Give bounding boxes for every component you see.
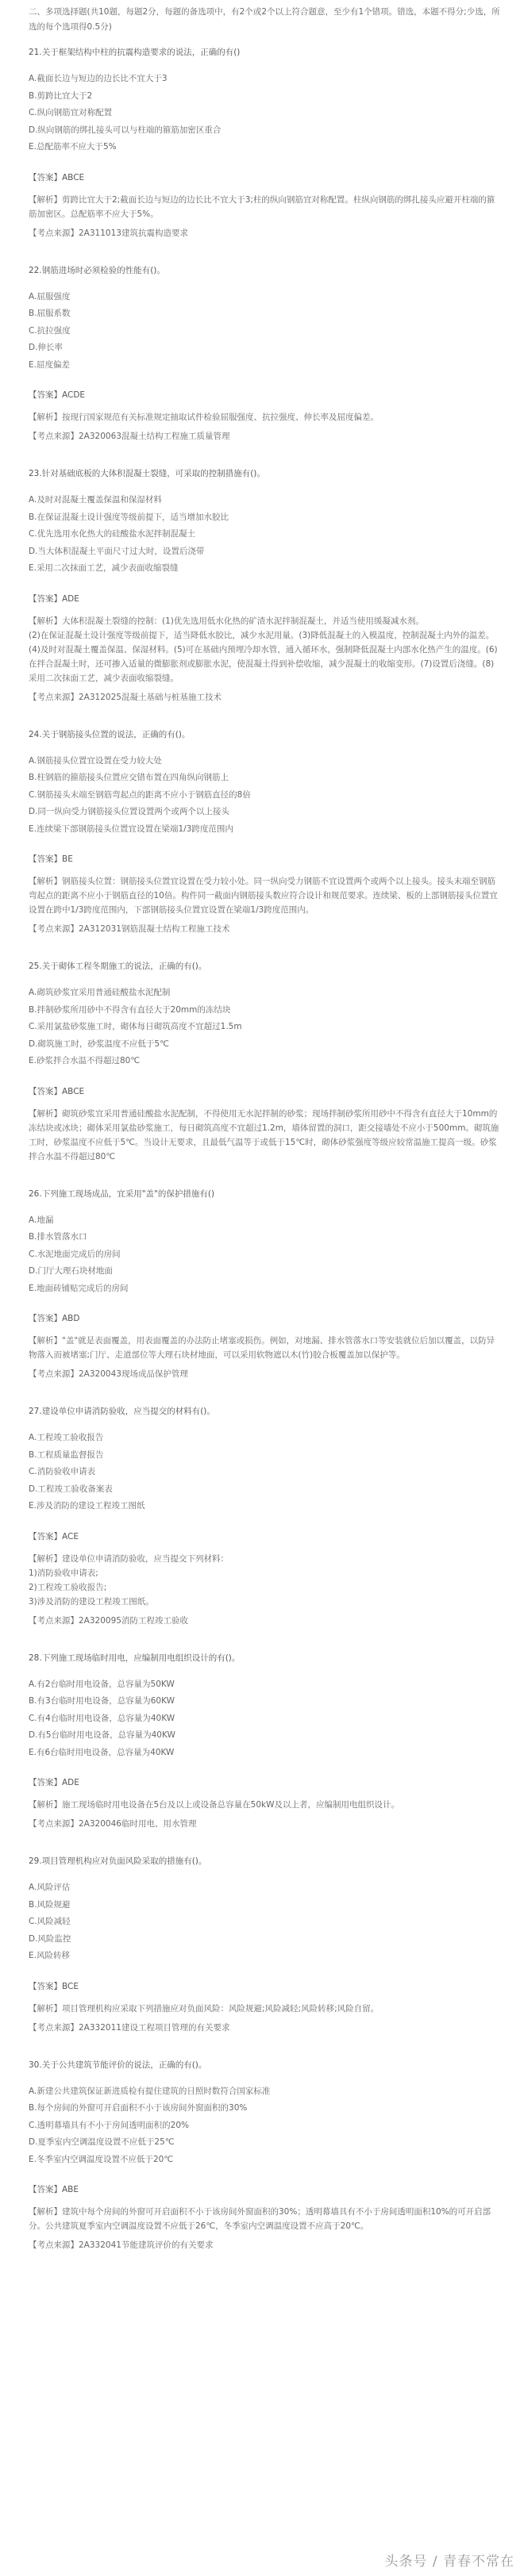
option-item: E.采用二次抹面工艺，减少表面收缩裂缝 (29, 563, 179, 573)
option-item: A.砌筑砂浆宜采用普通硅酸盐水泥配制 (29, 988, 171, 997)
option-item: E.涉及消防的建设工程竣工图纸 (29, 1501, 145, 1511)
option-list (29, 1212, 500, 1298)
question-title: 27.建设单位申请消防验收，应当提交的材料有()。 (29, 1407, 215, 1416)
question-block (29, 467, 500, 704)
option-item: A.钢筋接头位置宜设置在受力较大处 (29, 755, 162, 766)
option-item: E.地面砖铺贴完成后的房间 (29, 1283, 129, 1293)
option-item: B.风险规避 (29, 1899, 71, 1910)
analysis-paragraph: (2)在保证混凝土设计强度等级前提下，适当降低水胶比，减少水泥用量。(3)降低混凝土的入模温度，控制混凝土内外的温差。(4)及时对混凝土覆盖保温、保湿材料。(5)可在基础内预埋冷却水管，通入循环水，强制降低混凝土内部水化热产生的温度。(6)在拌合混凝土时，还可掺入适量的微膨胀剂或膨胀水泥，使混凝土得到补偿收缩，减少混凝土的收缩变形。(7)设置后浇缝。(8)采用二次抹面工艺，减少表面收缩裂缝。 (29, 630, 498, 683)
option-item: E.总配筋率不应大于5% (29, 142, 117, 152)
analysis-text (29, 614, 500, 685)
analysis-paragraph: 3)涉及消防的建设工程竣工图纸。 (29, 1596, 154, 1607)
option-list (29, 1879, 500, 1965)
analysis-paragraph: 【解析】施工现场临时用电设备在5台及以上或设备总容量在50kW及以上者，应编制用电组织设计。 (29, 1800, 400, 1810)
option-item: E.冬季室内空调温度设置不应低于20℃ (29, 2154, 174, 2164)
question-title: 23.针对基础底板的大体积混凝土裂缝，可采取的控制措施有()。 (29, 469, 265, 478)
option-item: D.纵向钢筋的绑扎接头可以与柱端的箍筋加密区重合 (29, 125, 222, 135)
option-list (29, 492, 500, 578)
question-block (29, 1652, 500, 1832)
option-item: C.纵向钢筋宜对称配置 (29, 108, 113, 117)
answer-line: 【答案】ABCE (29, 1086, 85, 1096)
answer-line: 【答案】ADE (29, 593, 79, 604)
analysis-paragraph: 【解析】项目管理机构应采取下列措施应对负面风险：风险规避;风险减轻;风险转移;风险自留。 (29, 2003, 380, 2014)
question-title: 29.项目管理机构应对负面风险采取的措施有()。 (29, 1856, 207, 1866)
option-item: D.门厅大理石块材地面 (29, 1266, 113, 1276)
option-item: C.水泥地面完成后的房间 (29, 1249, 121, 1259)
option-item: C.采用氯盐砂浆施工时，砌体每日砌筑高度不宜超过1.5m (29, 1022, 242, 1031)
analysis-text (29, 193, 500, 221)
analysis-paragraph: 【解析】按现行国家规范有关标准规定抽取试件检验屈服强度、抗拉强度、伸长率及屈度偏差。 (29, 413, 379, 422)
analysis-paragraph: 【解析】大体积混凝土裂缝的控制：(1)优先选用低水化热的矿渣水泥拌制混凝土，并适当使用缓凝减水剂。 (29, 616, 424, 626)
option-item: A.风险评估 (29, 1883, 71, 1892)
analysis-paragraph: 【解析】建筑中每个房间的外窗可开启面积不小于该房间外窗面积的30%；透明幕墙具有不小于房间透明面积10%的可开启部分。公共建筑夏季室内空调温度设置不应低于26℃，冬季室内空调温度设置不应高于20℃。 (29, 2207, 491, 2231)
option-item: A.屈服强度 (29, 291, 71, 301)
option-item: C.钢筋接头末端至钢筋弯起点的距离不应小于钢筋直径的8倍 (29, 789, 251, 800)
answer-line: 【答案】ACE (29, 1531, 79, 1541)
question-title: 26.下列施工现场成品，宜采用"盖"的保护措施有() (29, 1188, 215, 1199)
analysis-text (29, 410, 500, 424)
answer-line: 【答案】ABE (29, 2185, 79, 2194)
option-item: C.透明幕墙具有不小于房间透明面积的20% (29, 2120, 190, 2130)
option-item: E.有6台临时用电设备，总容量为40KW (29, 1747, 175, 1757)
analysis-text (29, 1552, 500, 1609)
question-list (29, 46, 500, 2252)
watermark-text: 头条号 / 青春不常在 (384, 2554, 514, 2570)
option-item: C.抗拉强度 (29, 325, 71, 336)
answer-line: 【答案】ADE (29, 1778, 79, 1787)
answer-line: 【答案】BCE (29, 1981, 79, 1991)
question-block (29, 46, 500, 240)
option-list (29, 71, 500, 156)
question-title: 22.钢筋进场时必须检验的性能有()。 (29, 265, 165, 275)
answer-line: 【答案】BE (29, 854, 73, 864)
option-item: E.屈度偏差 (29, 359, 70, 370)
analysis-paragraph: 【解析】建设单位申请消防验收，应当提交下列材料： (29, 1553, 229, 1564)
option-item: D.砌筑施工时，砂浆温度不应低于5℃ (29, 1038, 169, 1049)
source-line: 【考点来源】2A311013建筑抗震构造要求 (29, 228, 188, 238)
question-title: 24.关于钢筋接头位置的说法，正确的有()。 (29, 729, 191, 739)
analysis-paragraph: 【解析】剪跨比宜大于2;截面长边与短边的边长比不宜大于3;柱的纵向钢筋宜对称配置。柱纵向钢筋的绑扎接头应避开柱端的箍筋加密区。总配筋率不应大于5%。 (29, 194, 495, 219)
option-item: E.砂浆拌合水温不得超过80℃ (29, 1056, 141, 1065)
source-line: 【考点来源】2A312025混凝土基础与桩基施工技术 (29, 692, 222, 702)
source-line: 【考点来源】2A332011建设工程项目管理的有关要求 (29, 2022, 230, 2033)
question-title: 30.关于公共建筑节能评价的说法，正确的有()。 (29, 2060, 207, 2070)
option-item: B.排水管落水口 (29, 1232, 87, 1242)
question-block (29, 1855, 500, 2035)
source-line: 【考点来源】2A320046临时用电、用水管理 (29, 1819, 197, 1829)
source-line: 【考点来源】2A320063混凝土结构工程施工质量管理 (29, 432, 230, 441)
option-item: D.工程竣工验收备案表 (29, 1484, 113, 1494)
analysis-text (29, 2205, 500, 2233)
option-list (29, 1430, 500, 1515)
question-title: 21.关于框架结构中柱的抗震构造要求的说法，正确的有() (29, 48, 241, 57)
option-item: A.新建公共建筑保证新进质检有提住建筑的日照时数符合国家标准 (29, 2086, 271, 2096)
option-item: E.风险转移 (29, 1951, 70, 1960)
analysis-text (29, 874, 500, 917)
analysis-paragraph: 1)消防验收申请表; (29, 1568, 98, 1578)
option-item: E.连续梁下部钢筋接头位置宜设置在梁端1/3跨度范围内 (29, 823, 233, 834)
analysis-text (29, 1798, 500, 1812)
option-item: A.及时对混凝土覆盖保温和保湿材料 (29, 495, 162, 505)
answer-line: 【答案】ABCE (29, 172, 85, 182)
option-item: A.地漏 (29, 1215, 54, 1225)
option-item: A.工程竣工验收报告 (29, 1433, 104, 1442)
option-item: B.剪跨比宜大于2 (29, 90, 93, 101)
source-line: 【考点来源】2A320095消防工程竣工验收 (29, 1615, 188, 1626)
question-block (29, 264, 500, 444)
option-item: B.有3台临时用电设备，总容量为60KW (29, 1696, 175, 1706)
question-block (29, 728, 500, 937)
option-item: A.有2台临时用电设备，总容量为50KW (29, 1679, 175, 1689)
option-item: B.柱钢筋的箍筋接头位置应交错布置在四角纵向钢筋上 (29, 773, 229, 782)
option-list (29, 985, 500, 1070)
source-line: 【考点来源】2A332041节能建筑评价的有关要求 (29, 2240, 214, 2250)
source-line: 【考点来源】2A312031钢筋混凝土结构工程施工技术 (29, 924, 230, 934)
option-item: C.有4台临时用电设备，总容量为40KW (29, 1713, 175, 1723)
question-block (29, 960, 500, 1164)
analysis-paragraph: 2)工程竣工验收报告; (29, 1582, 107, 1592)
analysis-text (29, 2002, 500, 2016)
question-block (29, 1405, 500, 1628)
answer-line: 【答案】ACDE (29, 390, 86, 400)
option-item: D.有5台临时用电设备，总容量为40KW (29, 1730, 175, 1740)
question-title: 28.下列施工现场临时用电，应编制用电组织设计的有()。 (29, 1653, 241, 1663)
option-item: B.在保证混凝土设计强度等级前提下，适当增加水胶比 (29, 512, 229, 522)
analysis-paragraph: 【解析】钢筋接头位置：钢筋接头位置宜设置在受力较小处。同一纵向受力钢筋不宜设置两个或两个以上接头。接头末端至钢筋弯起点的距离不应小于钢筋直径的10倍。构件同一截面内钢筋接头数应符合设计和规范要求。连续梁、板的上部钢筋接头位置宜设置在跨中1/3跨度范围内，下部钢筋接头位置宜设置在梁端1/3跨度范围内。 (29, 877, 498, 915)
section-intro: 二、多项选择题(共10题，每题2分，每题的备选项中，有2个或2个以上符合题意，至少有1个错项。错选，本题不得分;少选，所选的每个选项得0.5分) (29, 7, 500, 32)
option-item: D.夏季室内空调温度设置不应低于25℃ (29, 2137, 175, 2147)
analysis-text (29, 1334, 500, 1362)
option-item: B.拌制砂浆所用砂中不得含有直径大于20mm的冻结块 (29, 1004, 231, 1015)
option-list (29, 753, 500, 839)
option-list (29, 1676, 500, 1762)
option-item: D.风险监控 (29, 1933, 71, 1944)
option-item: A.截面长边与短边的边长比不宜大于3 (29, 74, 168, 83)
analysis-paragraph: 【解析】"盖"就是表面覆盖，用表面覆盖的办法防止堵塞或损伤。例如，对地漏、排水管落水口等安装就位后加以覆盖，以防异物落入而被堵塞;门厅、走道部位等大理石块材地面，可以采用软物遮以木(竹)胶合板覆盖加以保护等。 (29, 1336, 495, 1360)
option-item: C.优先选用水化热大的硅酸盐水泥拌制混凝土 (29, 529, 196, 539)
option-list (29, 2083, 500, 2169)
option-item: D.当大体积混凝土平面尺寸过大时，设置后浇带 (29, 546, 205, 556)
option-item: B.工程质量监督报告 (29, 1449, 104, 1460)
answer-line: 【答案】ABD (29, 1314, 80, 1323)
question-block (29, 1188, 500, 1382)
question-block (29, 2059, 500, 2253)
option-item: B.每个房间的外窗可开启面积不小于该房间外窗面积的30% (29, 2103, 248, 2113)
option-list (29, 289, 500, 374)
option-item: C.风险减轻 (29, 1917, 71, 1926)
option-item: D.伸长率 (29, 343, 63, 352)
question-title: 25.关于砌体工程冬期施工的说法，正确的有()。 (29, 962, 207, 971)
analysis-paragraph: 【解析】砌筑砂浆宜采用普通硅酸盐水泥配制，不得使用无水泥拌制的砂浆；现场拌制砂浆所用砂中不得含有直径大于10mm的冻结块或冰块；砌体采用氯盐砂浆施工，每日砌筑高度不宜超过1.2m，墙体留置的洞口，距交接墙处不应小于500mm。砌筑施工时，砂浆温度不应低于5℃。当设计无要求，且最低气温等于或低于15℃时，砌体砂浆强度等级应较常温施工提高一级。砂浆拌合水温不得超过80℃ (29, 1108, 499, 1161)
option-item: C.消防验收申请表 (29, 1467, 96, 1476)
option-item: D.同一纵向受力钢筋接头位置设置两个或两个以上接头 (29, 807, 229, 816)
option-item: B.屈服系数 (29, 309, 71, 318)
source-line: 【考点来源】2A320043现场成品保护管理 (29, 1369, 188, 1379)
analysis-text (29, 1107, 500, 1164)
